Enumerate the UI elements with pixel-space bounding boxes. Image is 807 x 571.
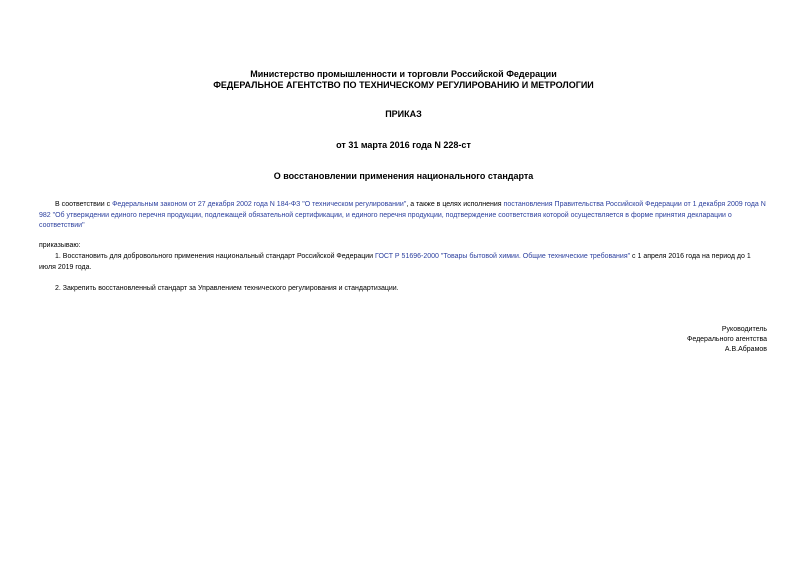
order-item-1 <box>39 252 769 273</box>
item1-text-2: с 1 апреля 2016 года на период до 1 июля 2019 года. <box>39 253 751 271</box>
document-type: ПРИКАЗ <box>385 109 422 119</box>
federal-law-link[interactable]: Федеральным законом от 27 декабря 2002 года N 184-ФЗ "О техническом регулировании" <box>112 201 407 208</box>
document-date-number: от 31 марта 2016 года N 228-ст <box>336 140 471 150</box>
preamble-paragraph <box>39 200 769 232</box>
signature-title: Руководитель <box>721 326 767 333</box>
signature-name: А.В.Абрамов <box>724 346 767 353</box>
order-item-2: 2. Закрепить восстановленный стандарт за Управлением технического регулирования и стандартизации. <box>55 285 399 292</box>
order-word: приказываю: <box>39 242 81 249</box>
preamble-text-1: В соответствии с <box>55 201 113 208</box>
item1-text-1: 1. Восстановить для добровольного применения национальный стандарт Российской Федерации <box>55 253 376 260</box>
government-decree-link[interactable]: постановления Правительства Российской Федерации от 1 декабря 2009 года N 982 "Об утверждении единого перечня продукции, подлежащей обязательной сертификации, и единого перечня продукции, подтверждение соответствия которой осуществляется в форме принятия декларации о соответствии" <box>39 201 766 229</box>
ministry-name: Министерство промышленности и торговли Российской Федерации <box>250 69 557 79</box>
document-subject: О восстановлении применения национального стандарта <box>273 171 534 181</box>
gost-standard-link[interactable]: ГОСТ Р 51696-2000 "Товары бытовой химии. Общие технические требования" <box>375 253 631 260</box>
agency-name: ФЕДЕРАЛЬНОЕ АГЕНТСТВО ПО ТЕХНИЧЕСКОМУ РЕГУЛИРОВАНИЮ И МЕТРОЛОГИИ <box>213 80 594 90</box>
signature-agency: Федерального агентства <box>687 336 767 343</box>
preamble-text-2: , а также в целях исполнения <box>406 201 504 208</box>
